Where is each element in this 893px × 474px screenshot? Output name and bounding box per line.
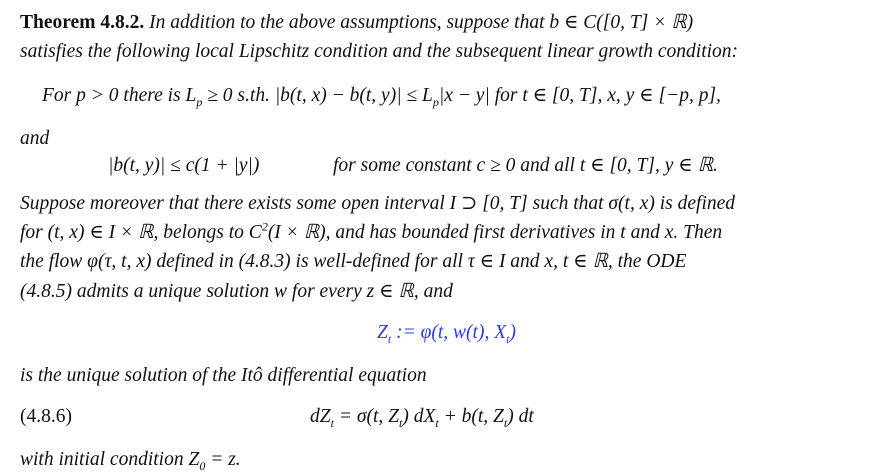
theorem-line-2: satisfies the following local Lipschitz condition and the subsequent linear growth condition: [20, 41, 739, 62]
sde-equation [310, 405, 534, 429]
paragraph-line-2-sup: 2 [261, 219, 268, 234]
sde-e: ) dt [507, 406, 534, 427]
equation-number: (4.8.6) [20, 406, 72, 427]
growth-text: for some constant c ≥ 0 and all t ∈ [0, T], y ∈ ℝ. [333, 155, 718, 176]
zt-sub: t [387, 331, 392, 346]
lipschitz-sub-a: p [196, 94, 203, 109]
zt-sub2: t [506, 331, 510, 346]
growth-formula: |b(t, y)| ≤ c(1 + |y|) [108, 155, 260, 176]
theorem-text-1: In addition to the above assumptions, suppose that b ∈ C([0, T] × ℝ) [149, 12, 694, 33]
sde-d: + b(t, Z [438, 406, 504, 427]
sde-c: ) dX [402, 406, 436, 427]
lipschitz-text-a: For p > 0 there is L [42, 85, 197, 106]
sde-sub-4: t [503, 415, 508, 430]
lipschitz-condition [42, 84, 721, 108]
theorem-label: Theorem 4.8.2. [20, 12, 145, 33]
zt-rhs: := φ(t, w(t), X [391, 322, 507, 343]
initial-rest: = z. [205, 449, 241, 470]
ito-line: is the unique solution of the Itô differential equation [20, 365, 427, 386]
paragraph-line-2 [20, 221, 722, 245]
theorem-line-1 [20, 11, 693, 35]
sde-sub-2: t [399, 415, 403, 430]
paragraph-line-2-a: for (t, x) ∈ I × ℝ, belongs to C [20, 222, 262, 243]
zt-definition [0, 321, 893, 345]
lipschitz-text-c: |x − y| for t ∈ [0, T], x, y ∈ [−p, p], [438, 85, 721, 106]
lipschitz-text-b: ≥ 0 s.th. |b(t, x) − b(t, y)| ≤ L [202, 85, 433, 106]
sde-sub-3: t [435, 415, 439, 430]
paragraph-line-1: Suppose moreover that there exists some open interval I ⊃ [0, T] such that σ(t, x) is defined [20, 193, 736, 214]
initial-condition [20, 448, 241, 472]
paragraph-line-3: the flow φ(τ, t, x) defined in (4.8.3) is well-defined for all τ ∈ I and x, t ∈ ℝ, the ODE [20, 251, 687, 272]
and-word: and [20, 128, 50, 149]
sde-b: = σ(t, Z [333, 406, 399, 427]
zt-lhs: Z [377, 322, 388, 343]
zt-end: ) [509, 322, 516, 343]
sde-a: dZ [310, 406, 331, 427]
sde-sub-1: t [330, 415, 334, 430]
initial-sub: 0 [199, 458, 206, 473]
lipschitz-sub-b: p [432, 94, 439, 109]
initial-text: with initial condition Z [20, 449, 200, 470]
paragraph-line-4: (4.8.5) admits a unique solution w for every z ∈ ℝ, and [20, 281, 453, 302]
paragraph-line-2-b: (I × ℝ), and has bounded first derivatives in t and x. Then [267, 222, 723, 243]
